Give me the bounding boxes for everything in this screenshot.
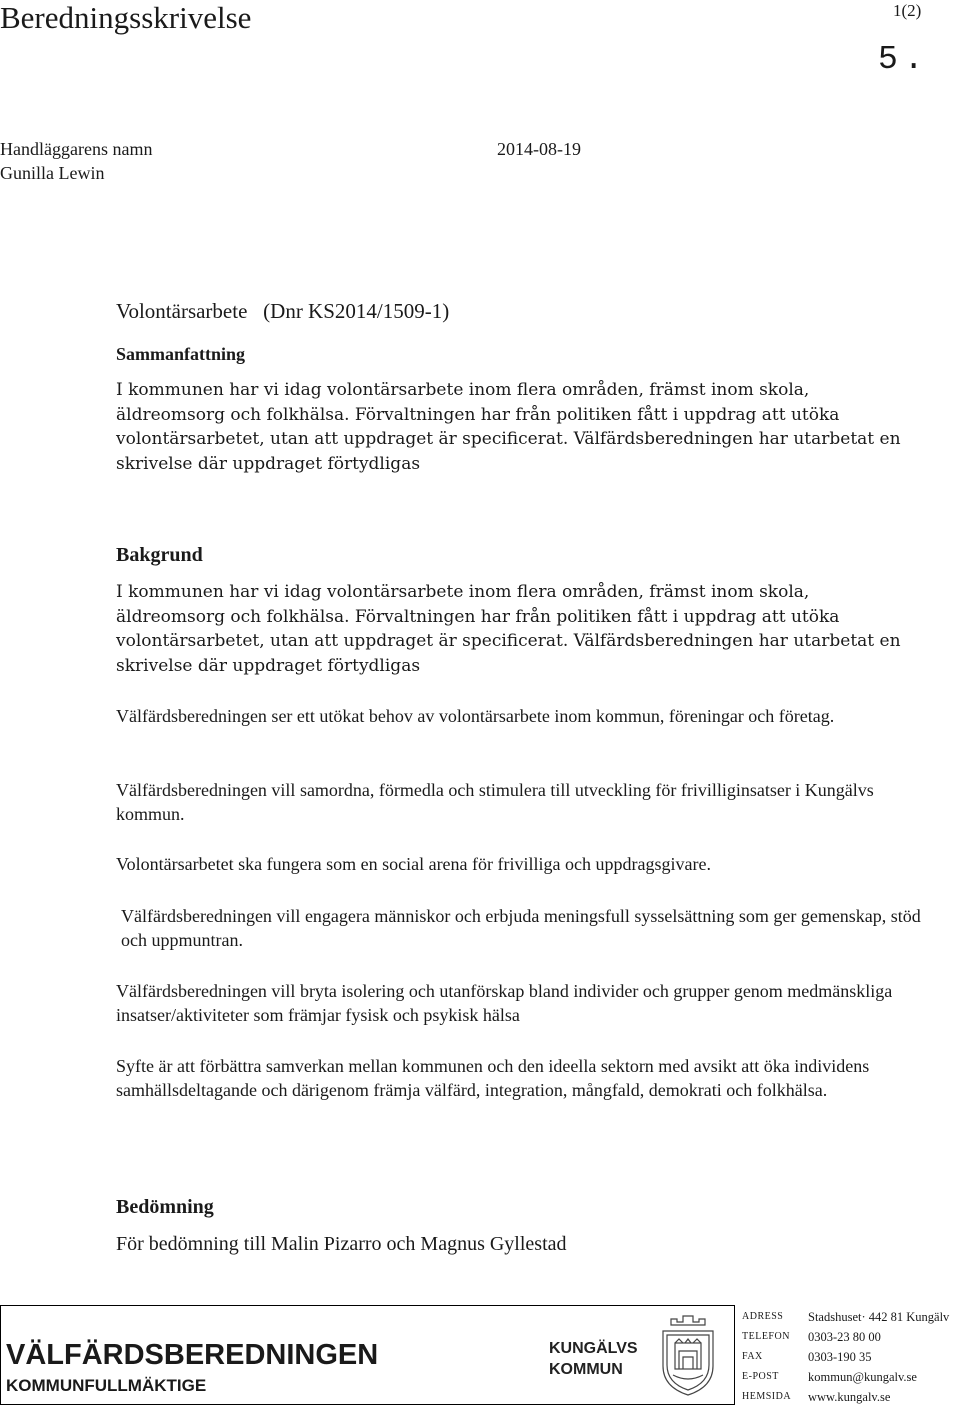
paragraph-isolation: Välfärdsberedningen vill bryta isolering och utanförskap bland individer och grupper genom medmänskliga insatser/aktiviteter som främjar fysisk och psykisk hälsa [116, 981, 893, 1025]
footer-sub-department: KOMMUNFULLMÄKTIGE [6, 1376, 207, 1395]
footer-box [0, 1305, 735, 1405]
background-paragraph: I kommunen har vi idag volontärsarbete inom flera områden, främst inom skola, äldreomsorg och folkhälsa. Förvaltningen har från politiken fått i uppdrag att utöka volontärsarbetet, utan att uppdraget är specificerat. Välfärdsberedningen har utarbetat en skrivelse där uppdraget förtydligas [116, 582, 901, 676]
document-date: 2014-08-19 [497, 139, 581, 159]
footer-department: VÄLFÄRDSBEREDNINGEN [6, 1339, 379, 1371]
municipality-logo-text [549, 1338, 638, 1380]
paragraph-social-arena: Volontärsarbetet ska fungera som en social arena för frivilliga och uppdragsgivare. [116, 854, 711, 874]
contact-label-fax: FAX [742, 1351, 763, 1362]
contact-label-phone: TELEFON [742, 1331, 790, 1342]
handler-name: Gunilla Lewin [0, 163, 105, 183]
paragraph-need: Välfärdsberedningen ser ett utökat behov av volontärsarbete inom kommun, föreningar och företag. [116, 706, 835, 726]
contact-value-fax: 0303-190 35 [808, 1350, 872, 1364]
paragraph-purpose: Syfte är att förbättra samverkan mellan kommunen och den ideella sektorn med avsikt att öka individens samhällsdeltagande och därigenom främja välfärd, integration, mångfald, demokrati och folkhälsa. [116, 1056, 870, 1100]
handler-label: Handläggarens namn [0, 139, 153, 159]
assessment-heading: Bedömning [116, 1196, 214, 1218]
contact-value-address: Stadshuset· 442 81 Kungälv [808, 1310, 950, 1324]
summary-paragraph: I kommunen har vi idag volontärsarbete inom flera områden, främst inom skola, äldreomsorg och folkhälsa. Förvaltningen har från politiken fått i uppdrag att utöka volontärsarbetet, utan att uppdraget är specificerat. Välfärdsberedningen har utarbetat en skrivelse där uppdraget förtydligas [116, 380, 901, 474]
assessment-text: För bedömning till Malin Pizarro och Magnus Gyllestad [116, 1233, 567, 1255]
logo-line-1: KUNGÄLVS [549, 1340, 638, 1357]
contact-value-email[interactable]: kommun@kungalv.se [808, 1370, 917, 1384]
contact-label-website: HEMSIDA [742, 1391, 792, 1402]
document-type-title: Beredningsskrivelse [0, 0, 252, 35]
summary-heading: Sammanfattning [116, 344, 246, 364]
contact-label-email: E-POST [742, 1371, 779, 1382]
contact-value-phone: 0303-23 80 00 [808, 1330, 881, 1344]
page-number: 1(2) [893, 1, 922, 20]
paragraph-coordinate: Välfärdsberedningen vill samordna, förmedla och stimulera till utveckling för frivilliginsatser i Kungälvs kommun. [116, 780, 874, 824]
contact-value-website[interactable]: www.kungalv.se [808, 1390, 891, 1404]
contact-label-address: ADRESS [742, 1311, 784, 1322]
background-heading: Bakgrund [116, 544, 203, 566]
municipal-coat-of-arms-icon [657, 1311, 719, 1399]
subject-line: Volontärsarbete (Dnr KS2014/1509-1) [116, 299, 450, 323]
logo-line-2: KOMMUN [549, 1361, 623, 1378]
agenda-item-number: 5. [878, 41, 930, 78]
paragraph-engage: Välfärdsberedningen vill engagera människor och erbjuda meningsfull sysselsättning som ger gemenskap, stöd och uppmuntran. [121, 906, 921, 950]
